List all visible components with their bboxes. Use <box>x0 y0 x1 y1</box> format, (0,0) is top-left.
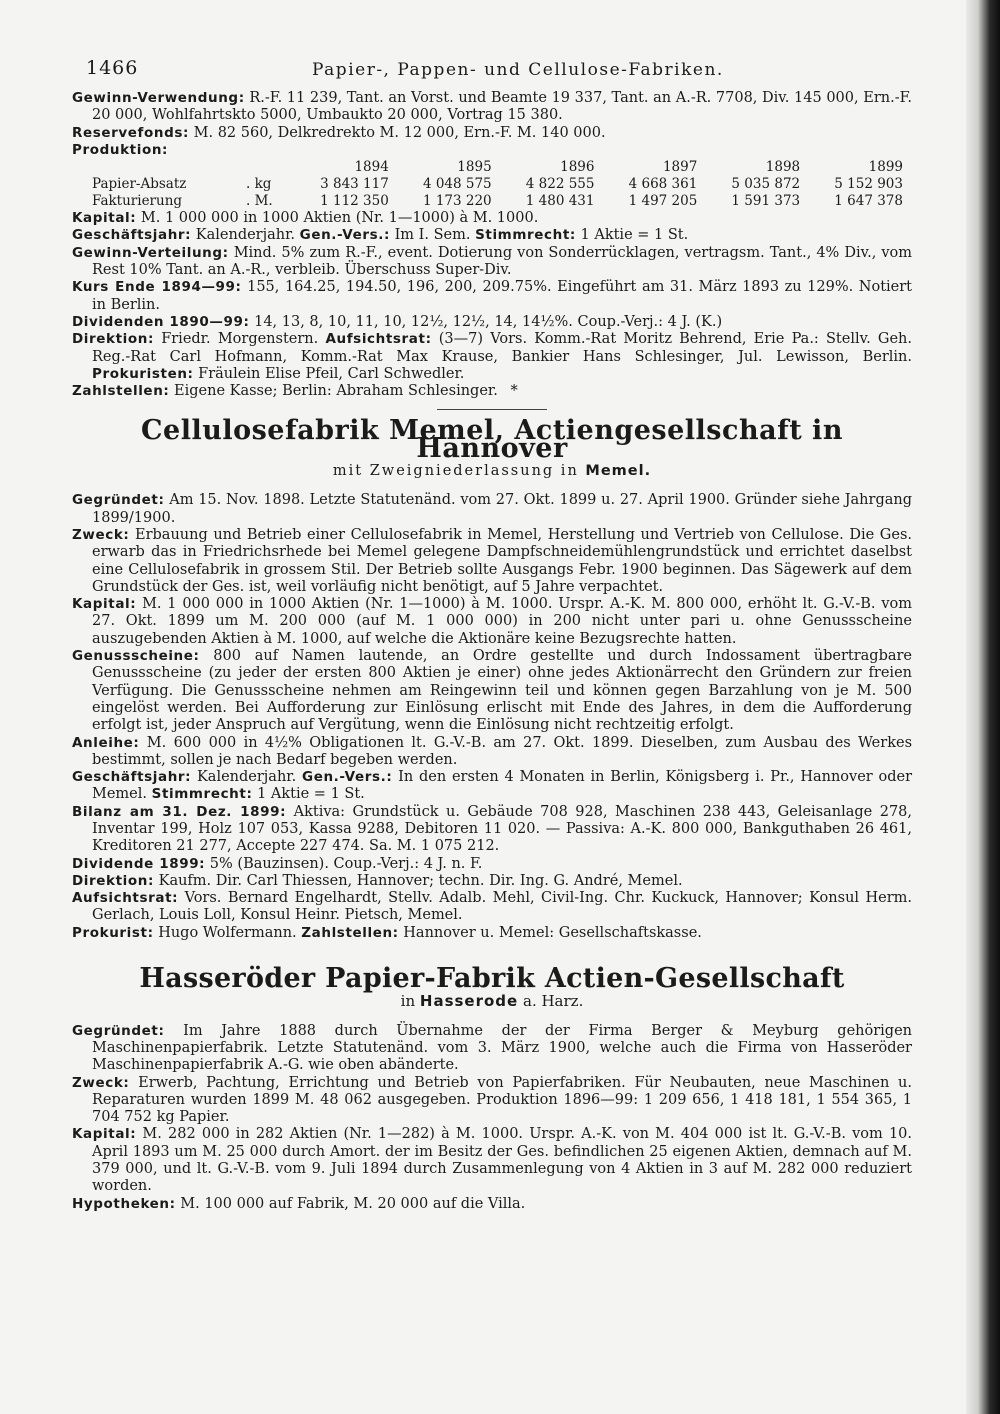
entry-kapital <box>72 596 912 648</box>
entry-text: 800 auf Namen lautende, an Ordre gestellte und durch Indossament übertragbare Genussscheine (zu jeder der ersten 800 Aktien je einer) ohne jedes Aktionärrecht den Gründern zur freien Verfügung. Die Genussscheine nehmen am Reingewinn teil und können gegen Barzahlung von je M. 500 eingelöst werden. Bei Aufforderung zur Einlösung erlischt mit Ende des Jahres, in dem die Aufforderung erfolgt ist, jeder Anspruch auf Vergütung, wenn die Einlösung nicht rechtzeitig erfolgt. <box>92 648 913 734</box>
value-cell: 5 035 872 <box>731 176 801 193</box>
value-cell: 4 822 555 <box>525 176 595 193</box>
value-cell: 3 843 117 <box>320 176 389 193</box>
subtitle-text: in <box>400 992 416 1011</box>
entry-text: (3—7) Vors. Komm.-Rat Moritz Behrend, Erie Pa.: Stellv. Geh. Reg.-Rat Carl Hofmann, Komm.-Rat Max Krause, Bankier Hans Schlesinger, Jul. Lewisson, Berlin. <box>92 331 912 365</box>
entry-key: Gewinn-Verteilung: <box>72 244 229 261</box>
company2-section <box>72 415 913 942</box>
entry-key: Aufsichtsrat: <box>325 331 432 348</box>
entry-key: Hypotheken: <box>72 1195 176 1212</box>
entry-key: Dividenden 1890—99: <box>72 313 250 330</box>
entry-hypotheken <box>72 1196 912 1213</box>
entry-text: 14, 13, 8, 10, 11, 10, 12½, 12½, 14, 14½%. Coup.-Verj.: 4 J. (K.) <box>254 313 723 330</box>
entry-direktion <box>72 331 912 383</box>
entry-text: 1 Aktie = 1 St. <box>257 786 365 803</box>
entry-key: Gegründet: <box>72 1022 165 1039</box>
entry-bilanz <box>72 804 912 856</box>
entry-key: Genussscheine: <box>72 648 200 665</box>
entry-anleihe <box>72 735 912 770</box>
entry-text: In den ersten 4 Monaten in Berlin, Königsberg i. Pr., Hannover oder Memel. <box>92 769 913 803</box>
subtitle-text: mit Zweigniederlassung in <box>332 463 579 480</box>
entry-gewinn-verwendung <box>72 90 912 125</box>
running-header <box>72 57 912 90</box>
value-cell: 1 480 431 <box>525 193 595 210</box>
entry-key: Kapital: <box>72 1126 137 1143</box>
entry-key: Prokuristen: <box>92 365 194 382</box>
value-cell: 1 112 350 <box>320 193 389 210</box>
row-unit: . M. <box>246 193 273 210</box>
entry-key: Direktion: <box>72 331 154 348</box>
year-cell: 1896 <box>560 159 595 176</box>
entry-produktion <box>72 142 912 159</box>
entry-text: M. 1 000 000 in 1000 Aktien (Nr. 1—1000) à M. 1000. <box>140 210 539 227</box>
company3-section <box>72 963 912 1213</box>
value-cell: 4 048 575 <box>422 176 492 193</box>
entry-text: Kaufm. Dir. Carl Thiessen, Hannover; techn. Dir. Ing. G. André, Memel. <box>158 872 683 889</box>
value-cell: 1 647 378 <box>834 193 903 210</box>
entry-text: Am 15. Nov. 1898. Letzte Statutenänd. vom 27. Okt. 1899 u. 27. April 1900. Gründer siehe Jahrgang 1899/1900. <box>92 492 913 526</box>
running-title: Papier-, Pappen- und Cellulose-Fabriken. <box>312 60 724 80</box>
value-cell: 1 591 373 <box>731 193 801 210</box>
entry-geschaeftsjahr <box>72 227 912 244</box>
year-cell: 1895 <box>457 159 492 176</box>
entry-text: M. 282 000 in 282 Aktien (Nr. 1—282) à M. 1000. Urspr. A.-K. von M. 404 000 ist lt. G.-V.-B. vom 10. April 1893 um M. 25 000 durch Amort. der im Besitz der Ges. befindlichen 25 eigenen Aktien, demnach auf M. 379 000, und lt. G.-V.-B. vom 9. Juli 1894 durch Zusammenlegung von 4 Aktien in 3 auf M. 282 000 reduziert worden. <box>92 1126 912 1195</box>
entry-key: Kapital: <box>72 210 137 227</box>
entry-zweck <box>72 527 912 596</box>
entry-genussscheine <box>72 648 912 734</box>
entry-text: 1 Aktie = 1 St. <box>580 227 689 244</box>
subtitle-place: Memel. <box>585 463 652 480</box>
value-cell: 5 152 903 <box>834 176 903 193</box>
production-row <box>92 193 907 210</box>
row-unit: . kg <box>246 176 272 193</box>
company2-title: Cellulosefabrik Memel, Actiengesellschaft in Hannover <box>141 415 843 464</box>
entry-geschaeftsjahr <box>72 769 912 804</box>
entry-text: Aktiva: Grundstück u. Gebäude 708 928, Maschinen 238 443, Geleisanlage 278, Inventar 199, Holz 107 053, Kassa 9288, Debitoren 11 020. — Passiva: A.-K. 800 000, Bankguthaben 26 461, Kreditoren 21 277, Accepte 227 474. Sa. M. 1 075 212. <box>92 803 913 855</box>
entry-text: M. 600 000 in 4½% Obligationen lt. G.-V.-B. am 27. Okt. 1899. Dieselben, zum Ausbau des Werkes bestimmt, sollen je nach Bedarf begeben werden. <box>92 734 913 768</box>
entry-text: M. 1 000 000 in 1000 Aktien (Nr. 1—1000) à M. 1000. Urspr. A.-K. M. 800 000, erhöht lt. G.-V.-B. vom 27. Okt. 1899 um M. 200 000 (auf M. 1 000 000) in 200 nicht unter pari u. ohne Genussscheine auszugebenden Aktien à M. 1000, auf welche die Aktionäre keine Bezugsrechte hatten. <box>92 596 912 647</box>
entry-text: Erwerb, Pachtung, Errichtung und Betrieb von Papierfabriken. Für Neubauten, neue Maschinen u. Reparaturen wurden 1899 M. 48 062 ausgegeben. Produktion 1896—99: 1 209 656, 1 418 181, 1 554 365, 1 704 752 kg Papier. <box>92 1074 912 1126</box>
entry-kurs <box>72 279 912 314</box>
section-divider <box>437 409 547 410</box>
entry-gewinn-verteilung <box>72 245 912 280</box>
production-table <box>92 159 907 210</box>
year-cell: 1898 <box>765 159 801 176</box>
entry-key: Direktion: <box>72 872 154 889</box>
entry-text: Kalenderjahr. <box>196 769 297 786</box>
subtitle-place: Hasserode <box>419 992 519 1011</box>
entry-key: Aufsichtsrat: <box>72 890 179 907</box>
entry-gegruendet <box>72 492 912 527</box>
company3-subtitle <box>72 993 912 1010</box>
entry-text: M. 82 560, Delkredrekto M. 12 000, Ern.-F. M. 140 000. <box>193 124 606 141</box>
entry-key: Geschäftsjahr: <box>72 769 192 786</box>
value-cell: 4 668 361 <box>628 176 698 193</box>
value-cell: 1 173 220 <box>422 193 492 210</box>
entry-kapital <box>72 1126 912 1195</box>
entry-text: 155, 164.25, 194.50, 196, 200, 209.75%. Eingeführt am 31. März 1893 zu 129%. Notiert in Berlin. <box>92 279 912 313</box>
production-header-row <box>92 159 907 176</box>
entry-key: Zweck: <box>72 526 130 543</box>
entry-text: Fräulein Elise Pfeil, Carl Schwedler. <box>198 365 465 382</box>
subtitle-text: a. Harz. <box>523 992 584 1011</box>
entry-aufsichtsrat <box>72 890 912 925</box>
entry-key: Gewinn-Verwendung: <box>72 90 245 106</box>
footnote-star: * <box>510 383 518 400</box>
entry-key: Bilanz am 31. Dez. 1899: <box>72 803 287 820</box>
entry-dividenden <box>72 314 912 331</box>
year-cell: 1894 <box>354 159 389 176</box>
year-cell: 1899 <box>868 159 903 176</box>
entry-zahlstellen <box>72 383 912 400</box>
page <box>72 0 912 1213</box>
entry-key: Reservefonds: <box>72 124 190 141</box>
entry-direktion <box>72 873 912 890</box>
company2-subtitle <box>72 463 912 480</box>
entry-text: Hannover u. Memel: Gesellschaftskasse. <box>403 924 702 941</box>
value-cell: 1 497 205 <box>628 193 698 210</box>
company1-section <box>72 90 912 400</box>
entry-key: Dividende 1899: <box>72 855 206 872</box>
company3-title: Hasseröder Papier-Fabrik Actien-Gesellschaft <box>139 963 845 995</box>
entry-text: Mind. 5% zum R.-F., event. Dotierung von Sonderrücklagen, vertragsm. Tant., 4% Div., vom Rest 10% Tant. an A.-R., verbleib. Überschuss Super-Div. <box>92 244 913 279</box>
entry-text: Im Jahre 1888 durch Übernahme der der Firma Berger & Meyburg gehörigen Maschinenpapierfabrik. Letzte Statutenänd. vom 3. März 1900, welche auch die Firma von Hasseröder Maschinenpapierfabrik A.-G. wie oben abänderte. <box>92 1022 912 1074</box>
entry-key: Gen.-Vers.: <box>299 227 390 244</box>
entry-key: Zweck: <box>72 1074 130 1091</box>
entry-text: Vors. Bernard Engelhardt, Stellv. Adalb. Mehl, Civil-Ing. Chr. Kuckuck, Hannover; Konsul Herm. Gerlach, Louis Loll, Konsul Heinr. Pietsch, Memel. <box>92 890 912 924</box>
entry-reservefonds <box>72 125 912 142</box>
entry-text: Im I. Sem. <box>394 227 471 244</box>
row-label: Fakturierung <box>92 193 183 210</box>
entry-text: Hugo Wolfermann. <box>158 924 297 941</box>
entry-prokurist <box>72 925 912 942</box>
entry-text: Erbauung und Betrieb einer Cellulosefabrik in Memel, Herstellung und Vertrieb von Cellulose. Die Ges. erwarb das in Friedrichsrhede bei Memel gelegene Dampfschneidemühlengrundstück und errichtet daselbst eine Cellulosefabrik in grossem Stil. Der Betrieb sollte Ausgangs Febr. 1900 beginnen. Das Sägewerk auf dem Grundstück der Ges. ist, weil vorläufig nicht benötigt, auf 5 Jahre verpachtet. <box>92 526 912 595</box>
entry-kapital <box>72 210 912 227</box>
page-number: 1466 <box>86 57 139 79</box>
production-row <box>92 176 907 193</box>
entry-key: Geschäftsjahr: <box>72 227 192 244</box>
entry-key: Gen.-Vers.: <box>302 769 393 786</box>
entry-text: Eigene Kasse; Berlin: Abraham Schlesinger. <box>174 383 498 400</box>
entry-text: M. 100 000 auf Fabrik, M. 20 000 auf die Villa. <box>180 1195 526 1212</box>
entry-dividende <box>72 856 912 873</box>
entry-key: Stimmrecht: <box>151 786 253 803</box>
entry-text: Kalenderjahr. <box>195 227 296 244</box>
entry-key: Kurs Ende 1894—99: <box>72 279 242 296</box>
entry-key: Zahlstellen: <box>72 383 170 400</box>
entry-text: R.-F. 11 239, Tant. an Vorst. und Beamte 19 337, Tant. an A.-R. 7708, Div. 145 000, Ern.-F. 20 000, Wohlfahrtskto 5000, Umbaukto 20 000, Vortrag 15 380. <box>92 90 913 124</box>
entry-key: Prokurist: <box>72 924 154 941</box>
row-label: Papier-Absatz <box>92 176 187 193</box>
entry-text: 5% (Bauzinsen). Coup.-Verj.: 4 J. n. F. <box>209 855 483 872</box>
year-cell: 1897 <box>662 159 698 176</box>
book-spine-shadow <box>966 0 1000 1414</box>
entry-key: Gegründet: <box>72 492 165 509</box>
entry-text: Friedr. Morgenstern. <box>161 331 319 348</box>
entry-key: Stimmrecht: <box>475 227 576 244</box>
entry-gegruendet <box>72 1023 912 1075</box>
entry-key: Kapital: <box>72 596 137 613</box>
entry-zweck <box>72 1075 912 1127</box>
entry-key: Anleihe: <box>72 734 140 751</box>
entry-key: Produktion: <box>72 141 169 158</box>
entry-key: Zahlstellen: <box>301 924 399 941</box>
